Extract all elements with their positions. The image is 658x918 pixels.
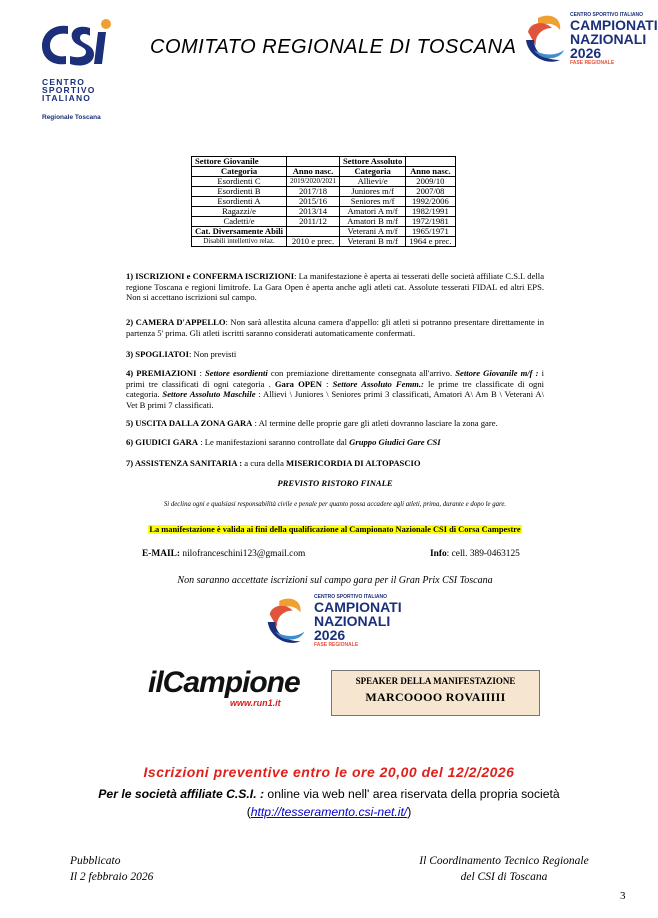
table-cell: Allievi/e xyxy=(339,177,405,187)
table-row xyxy=(192,157,456,167)
section-text: : Le manifestazioni saranno controllate dal xyxy=(198,437,350,447)
page-number: 3 xyxy=(620,890,626,902)
table-cell: Amatori B m/f xyxy=(339,217,405,227)
ilcampione-brand: ilCampione xyxy=(148,666,300,699)
table-column-header: Anno nasc. xyxy=(287,167,340,177)
campionati-small-text: CENTRO SPORTIVO ITALIANO xyxy=(314,594,387,600)
campionati-fase: FASE REGIONALE xyxy=(314,642,359,648)
ristoro-note: PREVISTO RISTORO FINALE xyxy=(277,478,393,488)
table-cell xyxy=(406,157,455,167)
section-text: Settore esordienti xyxy=(205,368,268,378)
table-cell: 1972/1981 xyxy=(406,217,455,227)
email-label: E-MAIL: xyxy=(142,549,181,559)
section-text: Settore Giovanile m/f : xyxy=(455,368,539,378)
section-text: Gruppo Giudici Gare CSI xyxy=(349,437,441,447)
table-cell: 1982/1991 xyxy=(406,207,455,217)
section-text: MISERICORDIA DI ALTOPASCIO xyxy=(286,458,421,468)
section-text: Gara OPEN xyxy=(274,378,322,389)
table-cell: Cadetti/e xyxy=(192,217,287,227)
no-iscrizioni-note: Non saranno accettate iscrizioni sul campo gara per il Gran Prix CSI Toscana xyxy=(177,575,493,586)
section-title: 7) ASSISTENZA SANITARIA : xyxy=(126,458,243,468)
campionati-year: 2026 xyxy=(314,627,346,643)
section-assistenza xyxy=(126,458,544,469)
section-text: i primi tre classificati di ogni categoria . xyxy=(126,368,545,389)
tesseramento-link[interactable]: http://tesseramento.csi-net.it/ xyxy=(250,805,408,819)
table-row xyxy=(192,227,456,237)
table-cell: Amatori A m/f xyxy=(339,207,405,217)
campionati-flame-icon xyxy=(520,10,570,72)
table-column-header: Anno nasc. xyxy=(406,167,455,177)
link-paren-open: ( xyxy=(246,805,251,819)
table-column-header: Categoria xyxy=(339,167,405,177)
table-cell: 2019/2020/2021 xyxy=(287,177,340,187)
table-cell: 2013/14 xyxy=(287,207,340,217)
table-cell: 2011/12 xyxy=(287,217,340,227)
ilcampione-url: www.run1.it xyxy=(230,698,281,708)
campionati-line2: NAZIONALI xyxy=(570,31,647,47)
section-uscita xyxy=(126,418,544,429)
section-text: : Allievi \ Juniores \ Seniores primi 3 classificati, Amatori A\ Am B \ Veterani A\ Vet B primi 7 classificati. xyxy=(126,389,544,410)
table-cell: 1964 e prec. xyxy=(406,237,455,247)
section-text: : xyxy=(321,378,333,389)
speaker-name: MARCOOOO ROVAIIIII xyxy=(365,690,506,704)
email-value[interactable]: nilofranceschini123@gmail.com xyxy=(180,549,306,559)
section-iscrizioni xyxy=(126,271,544,303)
section-title: 5) USCITA DALLA ZONA GARA xyxy=(126,418,253,428)
qualification-highlight: La manifestazione è valida ai fini della qualificazione al Campionato Nazionale CSI di Corsa Campestre xyxy=(149,525,521,534)
section-giudici xyxy=(126,437,544,448)
table-cell: Juniores m/f xyxy=(339,187,405,197)
table-cell: Seniores m/f xyxy=(339,197,405,207)
section-title: 4) PREMIAZIONI xyxy=(126,368,197,378)
campionati-line1: CAMPIONATI xyxy=(570,17,658,33)
table-cell: 2010 e prec. xyxy=(287,237,340,247)
table-cell: Esordienti A xyxy=(192,197,287,207)
societa-label: Per le società affiliate C.S.I. : xyxy=(98,787,265,801)
email-line xyxy=(142,549,305,559)
table-cell: 2017/18 xyxy=(287,187,340,197)
table-section-header: Settore Giovanile xyxy=(192,157,287,167)
table-row xyxy=(192,197,456,207)
campionati-line2: NAZIONALI xyxy=(314,613,391,629)
societa-text: online via web nell' area riservata della propria società xyxy=(264,787,560,801)
csi-logo-text: CENTRO SPORTIVO ITALIANO xyxy=(42,77,96,103)
section-title: 2) CAMERA D'APPELLO xyxy=(126,317,226,327)
tesseramento-link-line xyxy=(0,805,658,819)
footer-signature-line1: Il Coordinamento Tecnico Regionale xyxy=(419,855,589,867)
table-cell: Veterani A m/f xyxy=(339,227,405,237)
societa-note xyxy=(0,787,658,801)
categories-table xyxy=(191,156,456,247)
section-camera-appello xyxy=(126,317,544,338)
campionati-line1: CAMPIONATI xyxy=(314,599,402,615)
section-text: le prime tre classificate di ogni categoria. xyxy=(126,378,545,400)
section-title: 3) SPOGLIATOI xyxy=(126,349,189,359)
table-row xyxy=(192,187,456,197)
info-label: Info xyxy=(430,549,447,559)
table-cell: 2009/10 xyxy=(406,177,455,187)
campionati-fase: FASE REGIONALE xyxy=(570,60,615,66)
speaker-label: SPEAKER DELLA MANIFESTAZIONE xyxy=(355,676,516,686)
info-value: : cell. 389-0463125 xyxy=(446,549,520,559)
disclaimer: Si declina ogni e qualsiasi responsabilità civile e penale per quanto possa accadere agli atleti, prima, durante e dopo le gare. xyxy=(163,501,507,508)
section-text: : Non sarà allestita alcuna camera d'appello: gli atleti si potranno presentare direttamente in partenza 5' prima. Gli atleti iscritti saranno considerati automaticamente confermati. xyxy=(126,317,544,338)
section-text: : La manifestazione è aperta ai tesserati delle società affiliate C.S.I. della regione Toscana e regioni limitrofe. La Gara Open è aperta anche agli atleti cat. Assolute tesserati FIDAL ed altri EPS. Non si accettano iscrizioni sul campo. xyxy=(126,271,545,303)
table-row xyxy=(192,177,456,187)
section-text: a cura della xyxy=(242,458,287,468)
section-text: Settore Assoluto Femm.: xyxy=(332,378,424,389)
campionati-flame-icon xyxy=(262,592,310,654)
ilcampione-logo xyxy=(148,668,328,712)
table-section-header: Settore Assoluto xyxy=(339,157,405,167)
table-cell: Esordienti B xyxy=(192,187,287,197)
section-text: : xyxy=(196,368,206,378)
footer-signature-line2: del CSI di Toscana xyxy=(460,871,548,883)
table-cell: 2007/08 xyxy=(406,187,455,197)
campionati-nazionali-logo-center xyxy=(262,592,402,654)
qualification-note xyxy=(126,519,544,537)
csi-logo-subtitle: Regionale Toscana xyxy=(42,114,101,121)
campionati-small-text: CENTRO SPORTIVO ITALIANO xyxy=(570,12,643,18)
footer-signature xyxy=(390,853,618,885)
info-line xyxy=(430,549,520,559)
table-row xyxy=(192,167,456,177)
table-cell: Esordienti C xyxy=(192,177,287,187)
table-cell: 1965/1971 xyxy=(406,227,455,237)
table-row xyxy=(192,207,456,217)
section-text: con premiazione direttamente consegnata all'arrivo. xyxy=(267,368,456,378)
table-cell xyxy=(287,157,340,167)
section-title: 1) ISCRIZIONI e CONFERMA ISCRIZIONI xyxy=(126,271,295,281)
table-column-header: Categoria xyxy=(192,167,287,177)
table-row xyxy=(192,217,456,227)
section-text: : Non previsti xyxy=(188,349,237,359)
section-text: : Al termine delle proprie gare gli atleti dovranno lasciare la zona gare. xyxy=(252,418,498,428)
campionati-year: 2026 xyxy=(570,45,602,61)
section-title: 6) GIUDICI GARA xyxy=(126,437,199,447)
campionati-nazionali-logo xyxy=(520,10,658,72)
section-premiazioni xyxy=(126,368,544,410)
csi-logo-icon xyxy=(38,18,118,70)
footer-published-date: Il 2 febbraio 2026 xyxy=(70,871,154,883)
table-cell xyxy=(287,227,340,237)
table-row xyxy=(192,237,456,247)
section-text: Settore Assoluto Maschile xyxy=(162,389,256,400)
table-cell: Disabili intellettivo relaz. xyxy=(192,237,287,247)
table-cell: Veterani B m/f xyxy=(339,237,405,247)
footer-published xyxy=(70,853,153,885)
link-paren-close: ) xyxy=(407,805,412,819)
table-cell: Ragazzi/e xyxy=(192,207,287,217)
section-spogliatoi xyxy=(126,349,544,360)
speaker-box xyxy=(331,670,540,716)
table-cell: Cat. Diversamente Abili xyxy=(192,227,287,237)
csi-logo xyxy=(38,18,118,121)
table-cell: 2015/16 xyxy=(287,197,340,207)
page-title: COMITATO REGIONALE DI TOSCANA xyxy=(150,36,517,58)
footer-published-label: Pubblicato xyxy=(70,855,121,867)
iscrizioni-deadline: Iscrizioni preventive entro le ore 20,00 del 12/2/2026 xyxy=(143,764,515,780)
table-cell: 1992/2006 xyxy=(406,197,455,207)
